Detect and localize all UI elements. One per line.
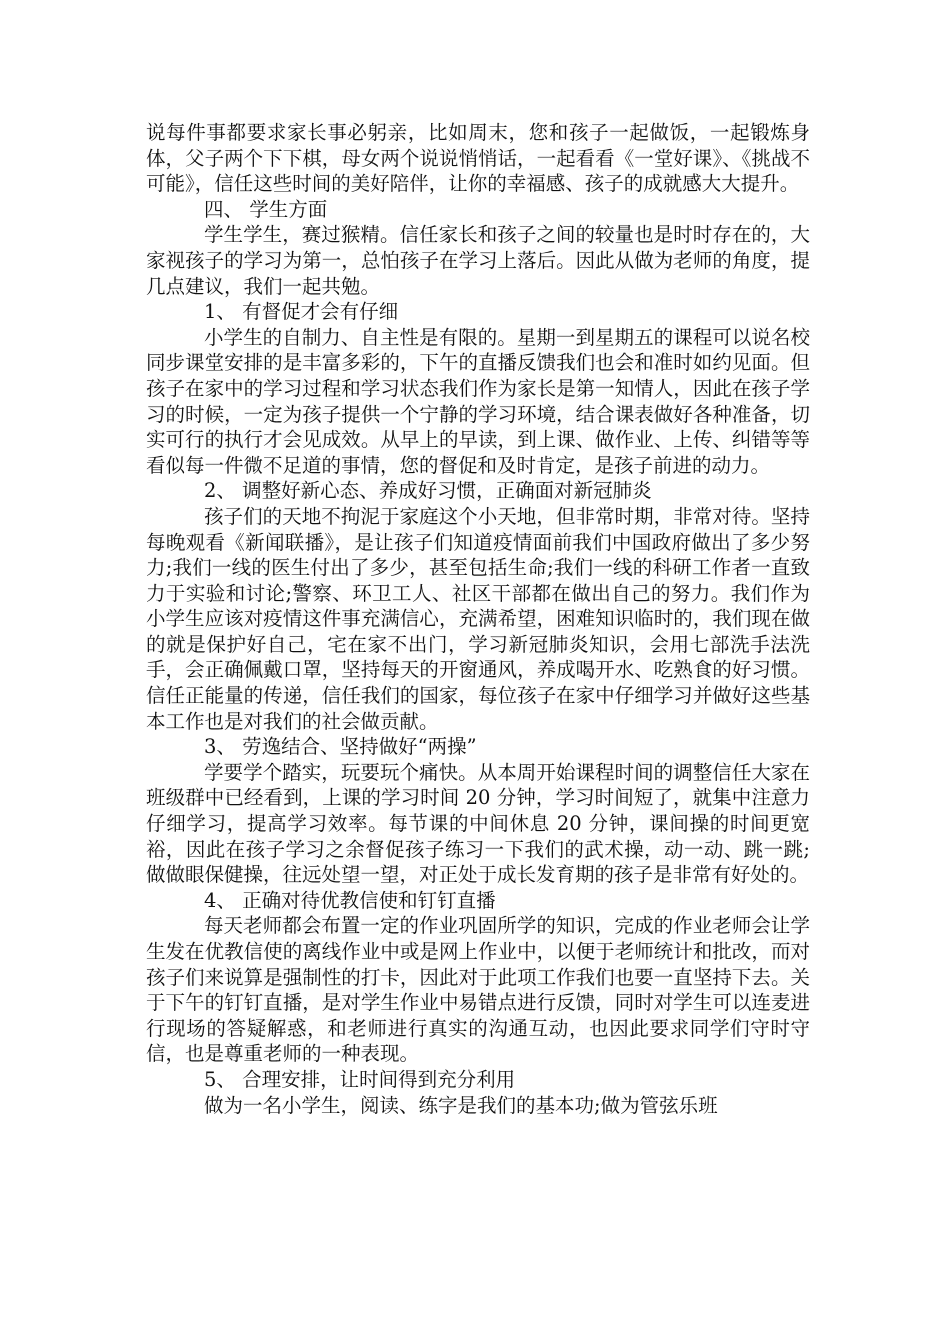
paragraph-time-management: 做为一名小学生，阅读、练字是我们的基本功;做为管弦乐班 (204, 1093, 718, 1117)
subheading-supervision: 1、 有督促才会有仔细 (204, 300, 399, 324)
subheading-online-tools: 4、 正确对待优教信使和钉钉直播 (204, 888, 496, 912)
paragraph-students-intro: 学生学生，赛过猴精。信任家长和孩子之间的较量也是时时存在的，大家视孩子的学习为第一，总怕孩子在学习上落后。因此从做为老师的角度，提几点建议，我们一起共勉。 (146, 223, 810, 298)
subheading-mindset-habits: 2、 调整好新心态、养成好习惯，正确面对新冠肺炎 (204, 479, 652, 503)
subheading-work-rest: 3、 劳逸结合、坚持做好“两操” (204, 735, 477, 759)
paragraph-work-rest: 学要学个踏实，玩要玩个痛快。从本周开始课程时间的调整信任大家在班级群中已经看到，上课的学习时间 20 分钟，学习时间短了，就集中注意力仔细学习，提高学习效率。每节课的中间休息 20 分钟，课间操的时间更宽裕，因此在孩子学习之余督促孩子练习一下我们的武术操，动一动、跳一跳;做做眼保健操，往远处望一望，对正处于成长发育期的孩子是非常有好处的。 (146, 760, 810, 887)
paragraph-supervision: 小学生的自制力、自主性是有限的。星期一到星期五的课程可以说名校同步课堂安排的是丰富多彩的，下午的直播反馈我们也会和准时如约见面。但孩子在家中的学习过程和学习状态我们作为家长是第一知情人，因此在孩子学习的时候，一定为孩子提供一个宁静的学习环境，结合课表做好各种准备，切实可行的执行才会见成效。从早上的早读，到上课、做作业、上传、纠错等等看似每一件微不足道的事情，您的督促和及时肯定，是孩子前进的动力。 (146, 325, 810, 477)
paragraph-family-time: 说每件事都要求家长事必躬亲，比如周末，您和孩子一起做饭，一起锻炼身体，父子两个下下棋，母女两个说说悄悄话，一起看看《一堂好课》、《挑战不可能》，信任这些时间的美好陪伴，让你的幸福感、孩子的成就感大大提升。 (146, 121, 810, 196)
subheading-time-management: 5、 合理安排，让时间得到充分利用 (204, 1067, 516, 1091)
paragraph-mindset-habits: 孩子们的天地不拘泥于家庭这个小天地，但非常时期，非常对待。坚持每晚观看《新闻联播》，是让孩子们知道疫情面前我们中国政府做出了多少努力;我们一线的医生付出了多少，甚至包括生命;我们一线的科研工作者一直致力于实验和讨论;警察、环卫工人、社区干部都在做出自己的努力。我们作为小学生应该对疫情这件事充满信心，充满希望，困难知识临时的，我们现在做的就是保护好自己，宅在家不出门，学习新冠肺炎知识，会用七部洗手法洗手，会正确佩戴口罩，坚持每天的开窗通风，养成喝开水、吃熟食的好习惯。信任正能量的传递，信任我们的国家，每位孩子在家中仔细学习并做好这些基本工作也是对我们的社会做贡献。 (146, 504, 810, 733)
section-heading-students: 四、 学生方面 (204, 197, 328, 221)
document-body (146, 120, 810, 1118)
paragraph-online-tools: 每天老师都会布置一定的作业巩固所学的知识，完成的作业老师会让学生发在优教信使的离线作业中或是网上作业中，以便于老师统计和批改，而对孩子们来说算是强制性的打卡，因此对于此项工作我们也要一直坚持下去。关于下午的钉钉直播，是对学生作业中易错点进行反馈，同时对学生可以连麦进行现场的答疑解惑，和老师进行真实的沟通互动，也因此要求同学们守时守信，也是尊重老师的一种表现。 (146, 914, 810, 1066)
